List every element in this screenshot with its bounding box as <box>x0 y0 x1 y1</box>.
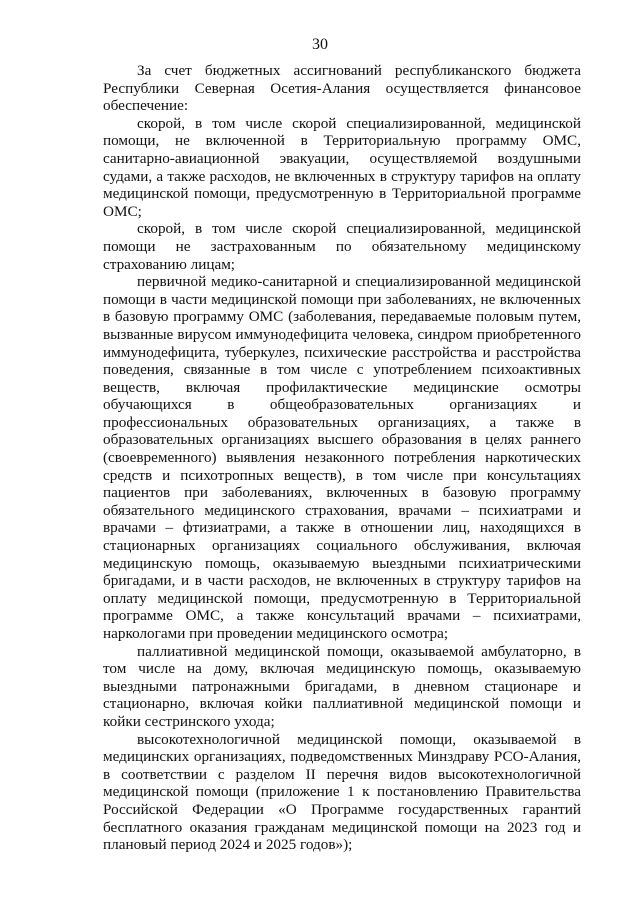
paragraph-intro: За счет бюджетных ассигнований республиканского бюджета Республики Северная Осетия-Алания осуществляется финансовое обеспечение: <box>103 62 581 115</box>
paragraph-primary-care: первичной медико-санитарной и специализированной медицинской помощи в части медицинской помощи при заболеваниях, не включенных в базовую программу ОМС (заболевания, передаваемые половым путем, вызванные вирусом иммунодефицита человека, синдром приобретенного иммунодефицита, туберкулез, психические расстройства и расстройства поведения, связанные в том числе с употреблением психоактивных веществ, включая профилактические медицинские осмотры обучающихся в общеобразовательных организациях и профессиональных образовательных организациях, а также в образовательных организациях высшего образования в целях раннего (своевременного) выявления незаконного потребления наркотических средств и психотропных веществ), в том числе при консультациях пациентов при заболеваниях, включенных в базовую программу обязательного медицинского страхования, врачами – психиатрами и врачами – фтизиатрами, а также в отношении лиц, находящихся в стационарных организациях социального обслуживания, включая медицинскую помощь, оказываемую выездными психиатрическими бригадами, и в части расходов, не включенных в структуру тарифов на оплату медицинской помощи, предусмотренную в Территориальной программе ОМС, а также консультаций врачами – психиатрами, наркологами при проведении медицинского осмотра; <box>103 273 581 642</box>
paragraph-uninsured-emergency: скорой, в том числе скорой специализированной, медицинской помощи не застрахованным по обязательному медицинскому страхованию лицам; <box>103 220 581 273</box>
paragraph-palliative-care: паллиативной медицинской помощи, оказываемой амбулаторно, в том числе на дому, включая медицинскую помощь, оказываемую выездными патронажными бригадами, в дневном стационаре и стационарно, включая койки паллиативной медицинской помощи и койки сестринского ухода; <box>103 642 581 730</box>
page-number: 30 <box>312 36 328 53</box>
paragraph-high-tech-care: высокотехнологичной медицинской помощи, оказываемой в медицинских организациях, подведомственных Минздраву РСО-Алания, в соответствии с разделом II перечня видов высокотехнологичной медицинской помощи (приложение 1 к постановлению Правительства Российской Федерации «О Программе государственных гарантий бесплатного оказания гражданам медицинской помощи на 2023 год и плановый период 2024 и 2025 годов»); <box>103 730 581 854</box>
paragraph-emergency-care: скорой, в том числе скорой специализированной, медицинской помощи, не включенной в Территориальную программу ОМС, санитарно-авиационной эвакуации, осуществляемой воздушными судами, а также расходов, не включенных в структуру тарифов на оплату медицинской помощи, предусмотренную в Территориальной программе ОМС; <box>103 114 581 220</box>
document-body <box>103 62 581 854</box>
